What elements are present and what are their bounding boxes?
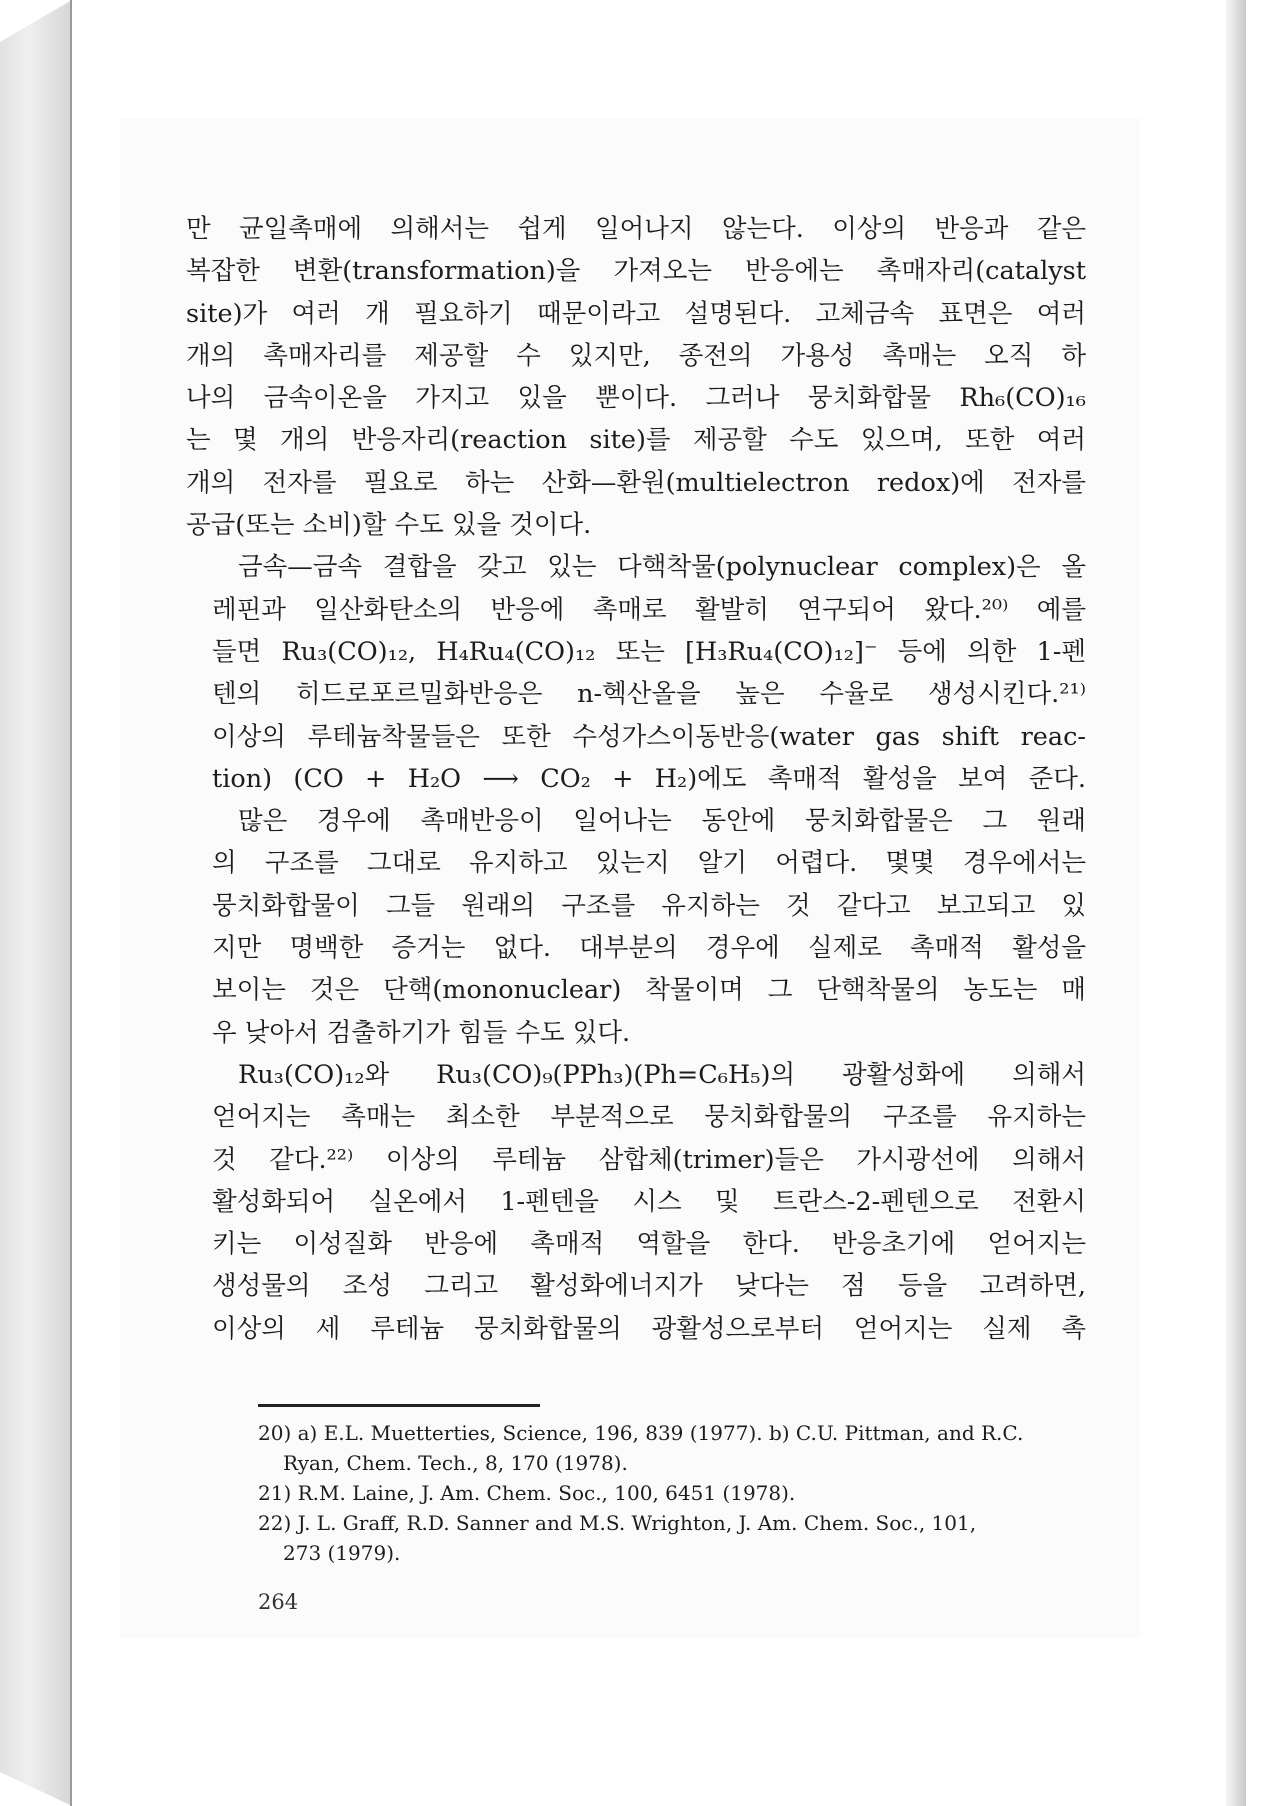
text-line: 키는 이성질화 반응에 촉매적 역할을 한다. 반응초기에 얻어지는 xyxy=(212,1229,1086,1260)
text-line: 들면 Ru₃(CO)₁₂, H₄Ru₄(CO)₁₂ 또는 [H₃Ru₄(CO)₁₂]⁻ 등에 의한 1-펜 xyxy=(212,636,1086,667)
text-line: 금속—금속 결합을 갖고 있는 다핵착물(polynuclear complex)은 올 xyxy=(238,552,1086,583)
text-line: 활성화되어 실온에서 1-펜텐을 시스 및 트란스-2-펜텐으로 전환시 xyxy=(212,1186,1086,1217)
footnote-22 xyxy=(258,1508,1084,1568)
footnote-line: 20) a) E.L. Muetterties, Science, 196, 839 (1977). b) C.U. Pittman, and R.C. xyxy=(258,1421,1024,1445)
paragraph-3 xyxy=(186,800,1086,1054)
text-line: 는 몇 개의 반응자리(reaction site)를 제공할 수도 있으며, 또한 여러 xyxy=(186,425,1086,456)
text-line: 공급(또는 소비)할 수도 있을 것이다. xyxy=(186,510,592,541)
text-line: 얻어지는 촉매는 최소한 부분적으로 뭉치화합물의 구조를 유지하는 xyxy=(212,1102,1086,1133)
footnotes xyxy=(258,1418,1084,1568)
text-line: 만 균일촉매에 의해서는 쉽게 일어나지 않는다. 이상의 반응과 같은 xyxy=(186,214,1086,244)
text-line: 이상의 루테늄착물들은 또한 수성가스이동반응(water gas shift reac- xyxy=(212,721,1086,752)
footnote-line: 21) R.M. Laine, J. Am. Chem. Soc., 100, 6451 (1978). xyxy=(258,1481,796,1505)
text-line: tion) (CO + H₂O ⟶ CO₂ + H₂)에도 촉매적 활성을 보여 준다. xyxy=(212,763,1086,794)
footnote-21 xyxy=(258,1478,1084,1508)
text-line: 복잡한 변환(transformation)을 가져오는 반응에는 촉매자리(catalyst xyxy=(186,256,1086,287)
text-line: 이상의 세 루테늄 뭉치화합물의 광활성으로부터 얻어지는 실제 촉 xyxy=(212,1313,1086,1344)
text-line: 우 낮아서 검출하기가 힘들 수도 있다. xyxy=(212,1017,631,1048)
page-number: 264 xyxy=(258,1590,299,1614)
text-line: 개의 전자를 필요로 하는 산화—환원(multielectron redox)에 전자를 xyxy=(186,467,1086,498)
footnote-20 xyxy=(258,1418,1084,1478)
book-spine-edge xyxy=(0,0,72,1806)
text-line: 뭉치화합물이 그들 원래의 구조를 유지하는 것 같다고 보고되고 있 xyxy=(212,890,1086,921)
text-line: 나의 금속이온을 가지고 있을 뿐이다. 그러나 뭉치화합물 Rh₆(CO)₁₆ xyxy=(186,383,1086,414)
text-line: 레핀과 일산화탄소의 반응에 촉매로 활발히 연구되어 왔다.²⁰⁾ 예를 xyxy=(212,594,1086,625)
page-right-shadow xyxy=(1226,0,1246,1806)
paragraph-1 xyxy=(186,208,1086,546)
footnote-line: 22) J. L. Graff, R.D. Sanner and M.S. Wrighton, J. Am. Chem. Soc., 101, xyxy=(258,1511,977,1535)
body-text xyxy=(186,208,1086,1350)
text-line: 지만 명백한 증거는 없다. 대부분의 경우에 실제로 촉매적 활성을 xyxy=(212,933,1086,964)
text-line: 의 구조를 그대로 유지하고 있는지 알기 어렵다. 몇몇 경우에서는 xyxy=(212,848,1086,879)
footnote-line: 273 (1979). xyxy=(283,1541,401,1565)
footnote-line: Ryan, Chem. Tech., 8, 170 (1978). xyxy=(283,1451,628,1475)
text-line: 텐의 히드로포르밀화반응은 n-헥산올을 높은 수율로 생성시킨다.²¹⁾ xyxy=(212,679,1086,710)
paragraph-4 xyxy=(186,1054,1086,1350)
text-line: 많은 경우에 촉매반응이 일어나는 동안에 뭉치화합물은 그 원래 xyxy=(238,806,1086,837)
text-line: 것 같다.²²⁾ 이상의 루테늄 삼합체(trimer)들은 가시광선에 의해서 xyxy=(212,1144,1086,1175)
text-line: site)가 여러 개 필요하기 때문이라고 설명된다. 고체금속 표면은 여러 xyxy=(186,298,1086,329)
footnote-divider xyxy=(258,1404,540,1407)
text-line: Ru₃(CO)₁₂와 Ru₃(CO)₉(PPh₃)(Ph=C₆H₅)의 광활성화에 의해서 xyxy=(238,1059,1086,1090)
text-line: 보이는 것은 단핵(mononuclear) 착물이며 그 단핵착물의 농도는 매 xyxy=(212,975,1086,1006)
text-line: 개의 촉매자리를 제공할 수 있지만, 종전의 가용성 촉매는 오직 하 xyxy=(186,340,1086,371)
text-line: 생성물의 조성 그리고 활성화에너지가 낮다는 점 등을 고려하면, xyxy=(212,1271,1086,1302)
paragraph-2 xyxy=(186,546,1086,800)
